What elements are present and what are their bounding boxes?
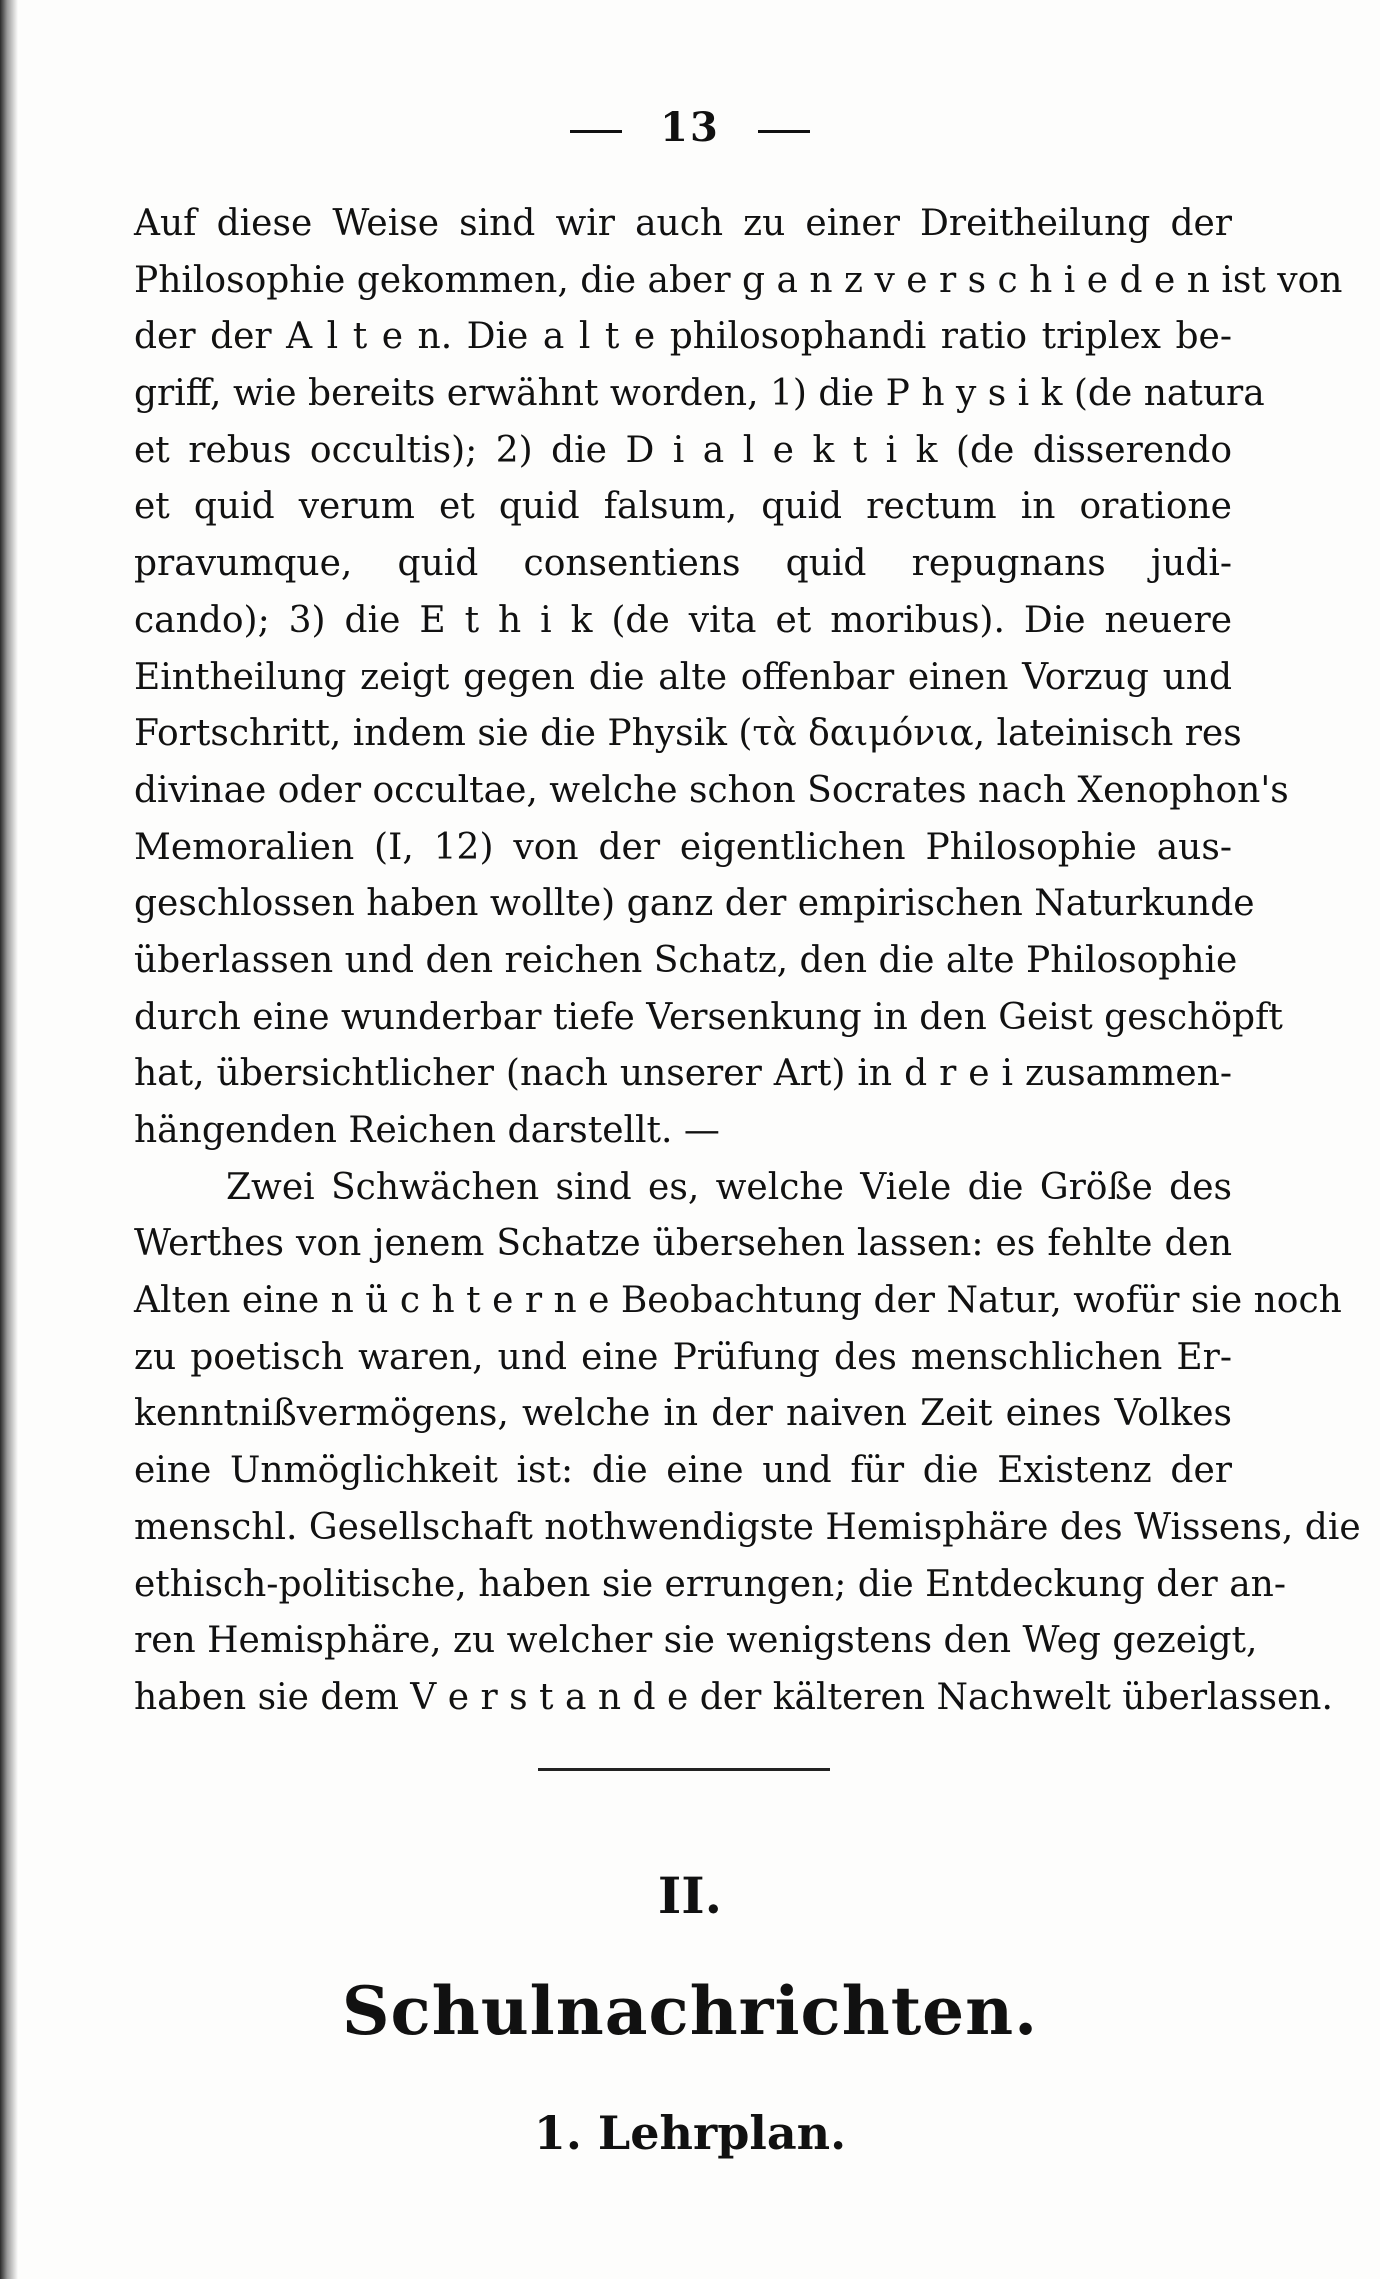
- text-line: haben sie dem V e r s t a n d e der kälteren Nachwelt überlassen.: [134, 1676, 1333, 1718]
- text-line: Werthes von jenem Schatze übersehen lassen: es fehlte den: [134, 1223, 1232, 1265]
- text-line: cando); 3) die E t h i k (de vita et moribus). Die neuere: [134, 599, 1232, 641]
- header-dash-left: [570, 130, 622, 133]
- text-line: Fortschritt, indem sie die Physik (τὰ δαιμόνια, lateinisch res: [134, 713, 1242, 755]
- text-line: überlassen und den reichen Schatz, den die alte Philosophie: [134, 939, 1238, 981]
- text-line: griff, wie bereits erwähnt worden, 1) die P h y s i k (de natura: [134, 373, 1265, 415]
- page-number: 13: [660, 104, 720, 151]
- page-header: [0, 104, 1380, 151]
- text-line: Memoralien (I, 12) von der eigentlichen Philosophie aus-: [134, 826, 1232, 868]
- text-line: ethisch-politische, haben sie errungen; die Entdeckung der an-: [134, 1563, 1286, 1605]
- text-line: eine Unmöglichkeit ist: die eine und für die Existenz der: [134, 1450, 1232, 1492]
- header-dash-right: [758, 130, 810, 133]
- text-line: der der A l t e n. Die a l t e philosophandi ratio triplex be-: [134, 316, 1232, 358]
- text-line: Alten eine n ü c h t e r n e Beobachtung der Natur, wofür sie noch: [134, 1280, 1342, 1322]
- text-line: geschlossen haben wollte) ganz der empirischen Naturkunde: [134, 883, 1255, 925]
- text-line: hängenden Reichen darstellt. —: [134, 1110, 720, 1151]
- section-divider: [538, 1768, 830, 1771]
- section-numeral: II.: [657, 1866, 723, 1925]
- text-line: Eintheilung zeigt gegen die alte offenbar einen Vorzug und: [134, 656, 1232, 698]
- text-line: Philosophie gekommen, die aber g a n z v e r s c h i e d e n ist von: [134, 259, 1343, 301]
- text-line: Zwei Schwächen sind es, welche Viele die Größe des: [226, 1166, 1232, 1208]
- page-edge-shadow: [0, 0, 18, 2279]
- text-line: et rebus occultis); 2) die D i a l e k t i k (de disserendo: [134, 429, 1232, 471]
- text-line: et quid verum et quid falsum, quid rectum in oratione: [134, 486, 1232, 528]
- text-line: pravumque, quid consentiens quid repugnans judi-: [134, 543, 1232, 585]
- text-line: hat, übersichtlicher (nach unserer Art) in d r e i zusammen-: [134, 1053, 1232, 1095]
- body-text: [134, 196, 1361, 1727]
- text-line: menschl. Gesellschaft nothwendigste Hemisphäre des Wissens, die: [134, 1506, 1361, 1548]
- subsection-title: 1. Lehrplan.: [533, 2106, 847, 2160]
- text-line: ren Hemisphäre, zu welcher sie wenigstens den Weg gezeigt,: [134, 1620, 1258, 1662]
- text-line: kenntnißvermögens, welche in der naiven Zeit eines Volkes: [134, 1393, 1232, 1435]
- section-title: Schulnachrichten.: [341, 1972, 1039, 2050]
- text-line: durch eine wunderbar tiefe Versenkung in den Geist geschöpft: [134, 996, 1283, 1038]
- text-line: divinae oder occultae, welche schon Socrates nach Xenophon's: [134, 769, 1289, 811]
- text-line: Auf diese Weise sind wir auch zu einer Dreitheilung der: [134, 203, 1232, 244]
- text-line: zu poetisch waren, und eine Prüfung des menschlichen Er-: [134, 1336, 1232, 1378]
